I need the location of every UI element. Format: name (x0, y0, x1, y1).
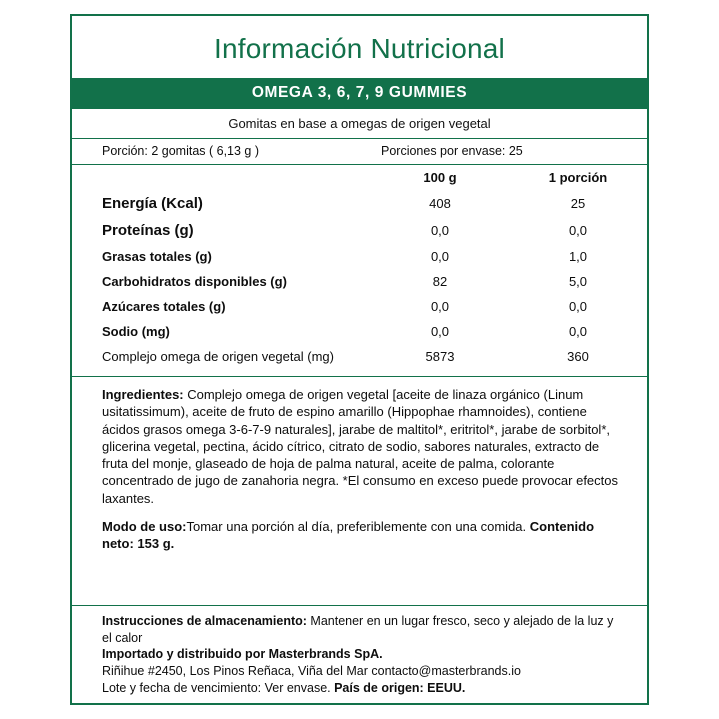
nutrient-per-portion: 0,0 (568, 299, 588, 314)
nutrient-per-100g: 0,0 (430, 324, 450, 339)
page-title: Información Nutricional (214, 33, 505, 64)
net-content-label: Contenido neto: (102, 518, 595, 552)
net-content-value: 153 g. (133, 536, 175, 552)
storage-label: Instrucciones de almacenamiento: (102, 613, 307, 628)
table-row (72, 269, 647, 294)
usage-paragraph (102, 518, 621, 553)
table-row (72, 294, 647, 319)
nutrient-per-100g: 5873 (425, 349, 455, 364)
nutrient-per-100g: 0,0 (430, 249, 450, 264)
storage-section (72, 606, 647, 703)
storage-text: Mantener en un lugar fresco, seco y alejado de la luz y el calor (102, 613, 614, 645)
table-header-row (72, 165, 647, 190)
nutrient-per-portion: 5,0 (568, 274, 588, 289)
nutrition-table (72, 165, 647, 369)
nutrient-name: Sodio (mg) (102, 324, 170, 339)
nutrition-label-panel (70, 14, 649, 705)
spacer (72, 555, 647, 605)
nutrient-per-portion: 0,0 (568, 324, 588, 339)
nutrition-table-head (72, 165, 647, 190)
nutrient-name: Complejo omega de origen vegetal (mg) (102, 349, 334, 364)
nutrient-name: Azúcares totales (g) (102, 299, 226, 314)
origin-text: País de origen: EEUU. (334, 681, 466, 696)
ingredients-paragraph (102, 386, 621, 507)
ingredients-text: Complejo omega de origen vegetal [aceite de linaza orgánico (Linum usitatissimum), aceite de fruto de espino amarillo (Hippophae rhamnoides), contiene ácidos grasos omega 3-6-7-9 naturales], jarabe de maltitol*, eritritol*, jarabe de sorbitol*, glicerina vegetal, pectina, ácido cítrico, citrato de sodio, sabores naturales, extracto de fruta del monje, glaseado de hoja de palma natural, aceite de palma, colorante concentrado de jugo de zanahoria negra. *El consumo en exceso puede provocar efectos laxantes. (102, 387, 619, 506)
usage-text: Tomar una porción al día, preferiblemente con una comida. (186, 518, 530, 534)
servings-per-container: Porciones por envase: 25 (381, 144, 523, 158)
column-header-nutrient (72, 165, 371, 190)
nutrient-name: Grasas totales (g) (102, 249, 212, 264)
portion-row (72, 139, 647, 164)
storage-line (102, 613, 621, 647)
batch-line (102, 680, 621, 697)
table-row (72, 319, 647, 344)
nutrient-name: Energía (Kcal) (102, 195, 203, 212)
table-row (72, 190, 647, 217)
usage-label: Modo de uso: (102, 518, 187, 534)
nutrient-name: Carbohidratos disponibles (g) (102, 274, 287, 289)
nutrient-name: Proteínas (g) (102, 222, 194, 239)
nutrition-table-body (72, 190, 647, 369)
product-name-band: OMEGA 3, 6, 7, 9 GUMMIES (72, 78, 647, 109)
column-header-per-portion: 1 porción (548, 170, 608, 185)
table-row (72, 244, 647, 269)
nutrient-per-100g: 408 (429, 196, 451, 211)
nutrient-per-100g: 0,0 (430, 223, 450, 238)
batch-text: Lote y fecha de vencimiento: Ver envase. (102, 681, 335, 696)
ingredients-section (72, 377, 647, 555)
nutrient-per-portion: 0,0 (568, 223, 588, 238)
importer-text: Importado y distribuido por Masterbrands SpA. (102, 647, 383, 662)
importer-line (102, 646, 621, 663)
serving-size: Porción: 2 gomitas ( 6,13 g ) (102, 144, 260, 158)
column-header-per-100g: 100 g (423, 170, 457, 185)
nutrient-per-portion: 25 (570, 196, 586, 211)
table-row (72, 217, 647, 244)
product-subtitle: Gomitas en base a omegas de origen vegetal (228, 116, 491, 131)
address-line: Riñihue #2450, Los Pinos Reñaca, Viña del Mar contacto@masterbrands.io (102, 664, 521, 679)
nutrient-per-portion: 1,0 (568, 249, 588, 264)
nutrient-per-100g: 0,0 (430, 299, 450, 314)
nutrient-per-100g: 82 (432, 274, 448, 289)
table-row (72, 344, 647, 369)
ingredients-label: Ingredientes: (102, 387, 184, 402)
nutrient-per-portion: 360 (567, 349, 589, 364)
